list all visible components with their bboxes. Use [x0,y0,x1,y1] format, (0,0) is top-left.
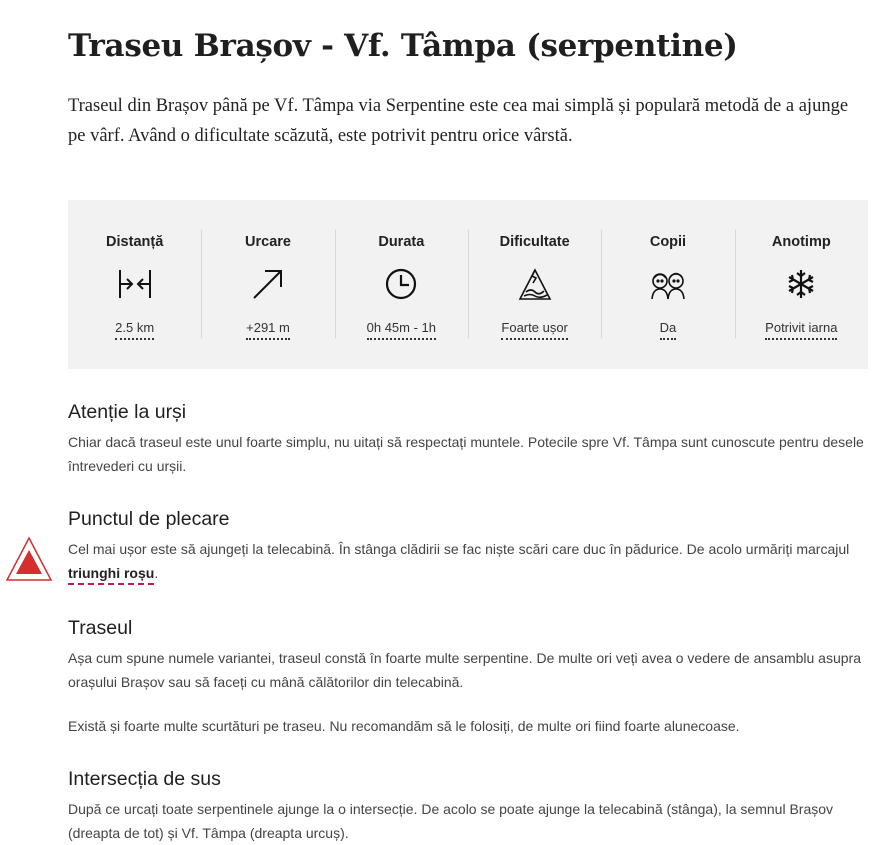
stat-value: 0h 45m - 1h [367,320,436,340]
stat-distance [68,200,201,369]
stat-value: Da [660,320,677,340]
section-upper-intersection [68,768,878,845]
section-text: Cel mai ușor este să ajungeți la telecabină. În stânga clădirii se fac niște scări care duc în pădurice. De acolo urmăriți marcajul triunghi roșu. [68,537,878,585]
trail-marker-link[interactable]: triunghi roșu [68,565,154,585]
stat-children [601,200,734,369]
snowflake-icon [785,268,817,300]
section-heading: Traseul [68,617,133,639]
stat-label: Distanță [106,234,164,250]
section-text: După ce urcați toate serpentinele ajunge la o intersecție. De acolo se poate ajunge la telecabină (stânga), la semnul Brașov (dreapta de tot) și Vf. Tâmpa (dreapta urcuș). [68,801,834,841]
trail-stats-panel [68,200,868,369]
stat-difficulty [468,200,601,369]
mountain-difficulty-icon [517,266,553,302]
section-text: Chiar dacă traseul este unul foarte simplu, nu uitați să respectați muntele. Potecile spre Vf. Tâmpa sunt cunoscute pentru desele întrevederi cu urșii. [68,434,864,474]
stat-season [735,200,868,369]
clock-icon [384,267,418,301]
section-text-2: Există și foarte multe scurtături pe traseu. Nu recomandăm să le folosiți, de multe ori fiind foarte alunecoase. [68,718,740,734]
stat-ascent [201,200,334,369]
stat-label: Durata [378,234,425,250]
page-title: Traseu Brașov - Vf. Tâmpa (serpentine) [68,28,738,64]
section-text: Așa cum spune numele variantei, traseul constă în foarte multe serpentine. De multe ori veți avea o vedere de ansamblu asupra orașului Brașov sau să faceți cu mână călătorilor din telecabină. [68,650,861,690]
section-heading: Intersecția de sus [68,768,221,790]
distance-icon [117,266,153,302]
ascent-arrow-icon [250,266,286,302]
stat-label: Anotimp [771,234,831,250]
section-heading: Atenție la urși [68,401,187,423]
intro-paragraph: Traseul din Brașov până pe Vf. Tâmpa via Serpentine este cea mai simplă și populară metodă de a ajunge pe vârf. Având o dificultate scăzută, este potrivit pentru orice vârstă. [68,96,849,146]
section-route [68,617,878,738]
red-triangle-marker-icon [5,536,53,582]
section-starting-point [68,508,878,585]
stat-value: 2.5 km [115,320,154,340]
stat-duration [335,200,468,369]
stat-value: Potrivit iarna [765,320,837,340]
stat-label: Copii [649,234,687,250]
stat-label: Urcare [245,234,291,250]
stat-value: +291 m [246,320,290,340]
children-icon [649,267,687,301]
stat-label: Dificultate [499,234,570,250]
stat-value: Foarte ușor [501,320,567,340]
section-heading: Punctul de plecare [68,508,230,530]
section-bears-warning [68,401,878,478]
